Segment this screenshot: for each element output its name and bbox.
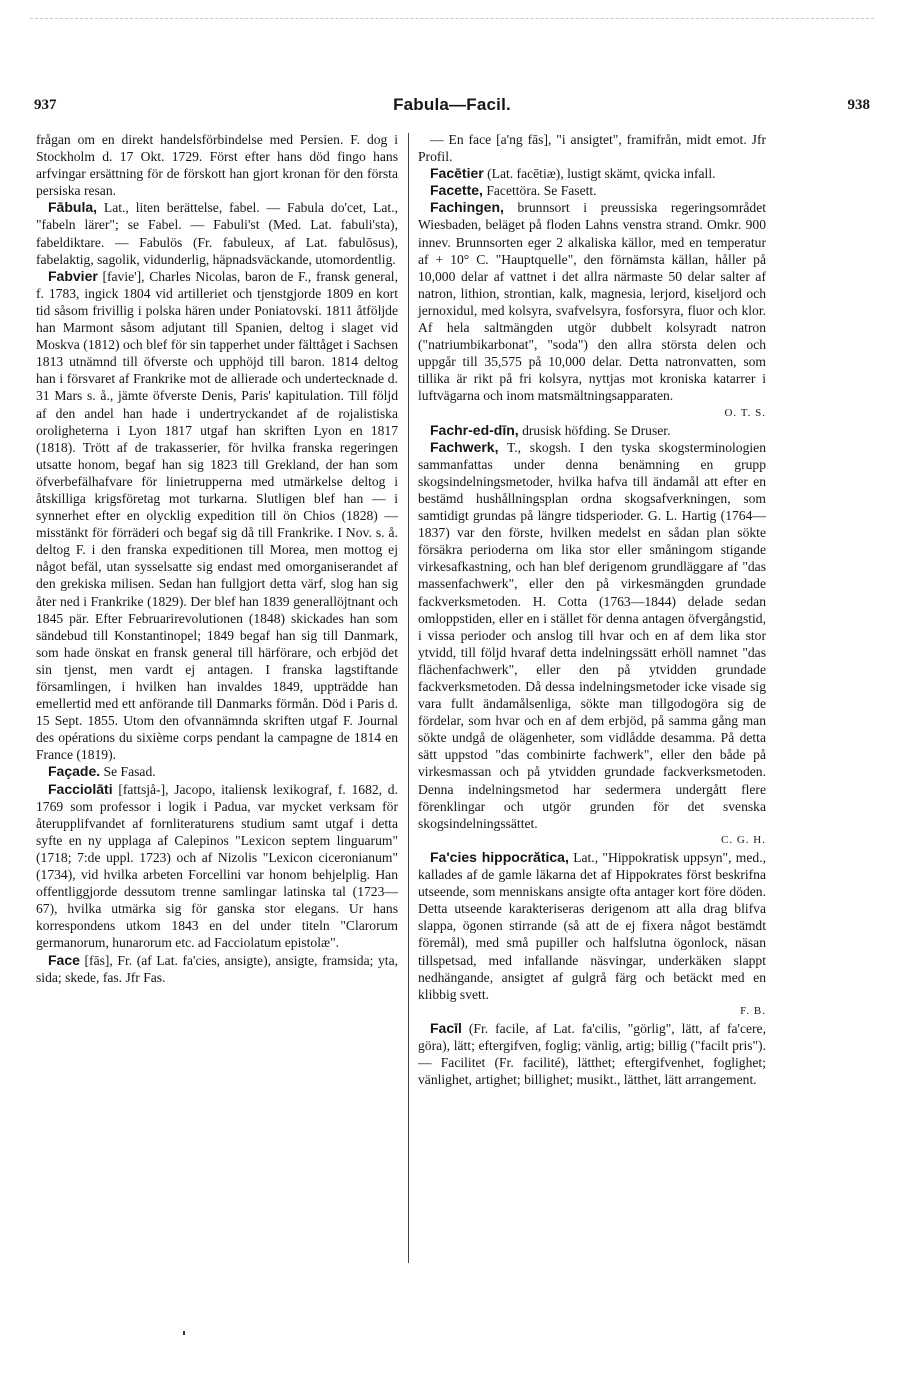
entry-facette bbox=[418, 182, 766, 199]
entry-text: T., skogsh. I den tyska skogsterminologien sammanfattas under denna benämning en grupp skogsindelningsmetoder, hvilka hafva till ändamål att efter en bestämd hushållningsplan ordna skogsafverkningen, som samtidigt grundas på längre tidsperioder. G. L. Hartig (1764—1837) var den förste, hvilken medelst en sådan plan sökte försäkra perioderna om lika stor eller småningom stigande virkesafkastning, och han blef derigenom grundläggare af "das massenfachwerk", eller den på virkesmängden grundade fackverksmetoden. H. Cotta (1763—1844) delade sedan omloppstiden, eller en i stället för denna antagen öfvergångstid, i vissa perioder och anslog till hvar och en af dem lika stor ytvidd, till följd hvaraf detta indelningssätt erhöll namnet "das flächenfachwerk", eller den på ytvidden grundade fackverksmetoden. Då dessa indelningsmetoder icke visade sig vara fullt ändamålsenliga, sökte man tillgodogöra sig de fördelar, som hvar och en af dem erbjöd, på samma gång man sökte undgå de olägenheter, som vidlådde desamma. På detta sätt uppstod "das combinirte fachwerk", eller den både på virkesmassan och på ytvidden grundade fackverksmetoden. Denna indelningsmetod har sedermera undergått flere förenklingar och utgör grunden för det svenska skogsindelningssättet. bbox=[418, 439, 767, 831]
entry-text: (Fr. facile, af Lat. fa'cilis, "görlig", lätt, af fa'cere, göra), lätt; eftergifven, foglig; vänlig, artig; billig ("facilt pris"). — Facilitet (Fr. facilité), lätthet; eftergifvenhet, foglighet; vänlighet, artighet; billighet; musikt., lätthet, lätt arrangement. bbox=[418, 1020, 766, 1088]
entry-fabvier bbox=[36, 268, 398, 764]
entry-text: [fattsjå-], Jacopo, italiensk lexikograf, f. 1682, d. 1769 som professor i logik i Padua, var mycket verksam för återupplifvandet af fornliteraturens studium samt utgaf i detta syfte en ny upplaga af Calepinos "Lexicon septem linguarum" (1718; 7:de uppl. 1723) och af Nizolis "Lexicon ciceronianum" (1734), vid hvilka arbeten Forcellini var honom behjelplig. Han offentliggjorde dessutom trenne samlingar latinska tal (1723—67), hvilka utmärka sig för ganska stor elegans. Ur hans korrespondens utkom 1843 en del under titeln "Clarorum germanorum, hunarorum etc. ad Facciolatum epistolæ". bbox=[36, 781, 398, 951]
entry-text: Lat., liten berättelse, fabel. — Fabula do'cet, Lat., "fabeln lärer"; se Fabel. — Fabuli'st (Med. Lat. fabuli'sta), fabeldiktare. — Fabulös (Fr. fabuleux, af Lat. fabulōsus), fabelaktig, sagolik, vidunderlig, häpnadsväckande, utomordentlig. bbox=[36, 200, 398, 267]
entry-text: Se Fasad. bbox=[103, 764, 156, 780]
author-signature: F. B. bbox=[740, 1004, 766, 1017]
top-rule bbox=[30, 18, 874, 19]
entry-headword: Face bbox=[48, 951, 80, 968]
entry-headword: Facette, bbox=[430, 182, 483, 199]
entry-headword: Fachingen, bbox=[430, 199, 504, 216]
entry-facade bbox=[36, 763, 398, 780]
entry-headword: Fābula, bbox=[48, 199, 98, 216]
entry-facil bbox=[418, 1020, 766, 1088]
entry-text: brunnsort i preussiska regeringsområdet Wiesbaden, beläget på floden Lahns venstra strand. Omkr. 900 innev. Brunnsorten eger 2 alkaliska källor, med en temperatur af + 10° C. "Hauptquelle", den förnämsta källan, håller på 10,000 delar af vattnet i det allra närmaste 50 delar salter af natron, lithion, strontian, kalk, magnesia, lerjord, kiseljord och jernoxidul, med kolsyra, svafvelsyra, fosforsyra, fluor och klor. Af hela saltmängden utgör dubbelt kolsyradt natron ("natriumbikarbonat", "soda") den allra största delen och uppgår till 35,575 på 10,000 delar. Detta natronvatten, som tillika är rikt på fri kolsyra, nyttjas mot kroniska katarrer i luftvägarna och inom matsmältningsapparaten. bbox=[418, 200, 767, 404]
entry-text: Facettöra. Se Fasett. bbox=[486, 183, 597, 199]
entry-headword: Fachr-ed-dīn, bbox=[430, 421, 519, 438]
entry-facciolati bbox=[36, 781, 398, 952]
entry-facies-hippocratica bbox=[418, 849, 766, 1003]
entry-headword: Fabvier bbox=[48, 267, 98, 284]
right-column bbox=[418, 131, 766, 1088]
entry-continuation bbox=[36, 131, 398, 199]
entry-headword: Fa'cies hippocrătica, bbox=[430, 848, 569, 865]
entry-headword: Facīl bbox=[430, 1019, 462, 1036]
entry-fachr-ed-din bbox=[418, 422, 766, 439]
entry-fabula bbox=[36, 199, 398, 267]
column-divider bbox=[408, 133, 409, 1263]
entry-headword: Facciolāti bbox=[48, 780, 113, 797]
author-signature: O. T. S. bbox=[724, 406, 766, 419]
left-column bbox=[36, 131, 398, 986]
entry-headword: Fachwerk, bbox=[430, 438, 499, 455]
entry-text: — En face [a'ng fās], "i ansigtet", framifrån, midt emot. Jfr Profil. bbox=[418, 132, 766, 165]
entry-en-face bbox=[418, 131, 766, 165]
print-speck bbox=[183, 1331, 185, 1335]
entry-text: frågan om en direkt handelsförbindelse med Persien. F. dog i Stockholm d. 17 Okt. 1729. Först efter hans död fingo hans arfvingar ersättning för de förskott han gjort kronan för den första persiska resan. bbox=[36, 132, 398, 199]
entry-fachwerk bbox=[418, 439, 766, 832]
entry-headword: Facētier bbox=[430, 165, 484, 182]
author-signature: C. G. H. bbox=[721, 833, 766, 846]
left-page-number: 937 bbox=[34, 97, 57, 113]
entry-facetier bbox=[418, 165, 766, 182]
entry-text: (Lat. facētiæ), lustigt skämt, qvicka infall. bbox=[487, 166, 716, 182]
entry-headword: Façade. bbox=[48, 763, 101, 780]
entry-fachingen bbox=[418, 199, 766, 404]
right-page-number: 938 bbox=[847, 97, 870, 113]
running-header: Fabula—Facil. bbox=[393, 95, 511, 114]
entry-face bbox=[36, 952, 398, 986]
entry-text: [fās], Fr. (af Lat. fa'cies, ansigte), ansigte, framsida; yta, sida; skede, fas. Jfr Fas. bbox=[36, 952, 399, 985]
entry-text: drusisk höfding. Se Druser. bbox=[522, 422, 671, 438]
entry-text: Lat., "Hippokratisk uppsyn", med., kallades af de gamle läkarna det af Hippokrates först beskrifna utseende, som menniskans ansigte ofta antager kort före döden. Detta utseende karakteriseras derigenom att alla drag blifva slappa, ögonen stirrande (så att de ej fixera något bestämdt föremål), med små pupiller och halfslutna ögonlock, näsan tillspetsad, med infallande näsvingar, underkäken slappt nedhängande, ansigtet af gulgrå färg och betäckt med en klibbig svett. bbox=[418, 849, 767, 1002]
entry-text: [favie'], Charles Nicolas, baron de F., fransk general, f. 1783, ingick 1804 vid artilleriet och tjenstgjorde 1809 en kort tid såsom frivillig i polska hären under Poniatovski. 1811 åtföljde han Marmont såsom adjutant till Spanien, deltog i slaget vid Moskva (1812) och blef för sin tapperhet under fälttåget i Sachsen 1813 utnämnd till öfverste och upphöjd till baron. 1814 deltog han i försvaret af Frankrike mot de allierade och undertecknade d. 31 Mars s. å., jämte öfverste Denis, Paris' kapitulation. Till följd af den andel han hade i undertryckandet af de rojalistiska oroligheterna i Lyon 1817 utgaf han skriften Lyon en 1817 (1818). Trött af de trakasserier, för hvilka franska regeringen utsatte honom, begaf han sig 1823 till Grekland, der han som öfverbefälhafvare för linietrupperna med utmärkelse deltog i åtskilliga krigsföretag mot turkarna. Slutligen blef han — i synnerhet efter en olycklig expedition till ön Chios (1828) — misstänkt för förräderi och begaf sig då till Frankrike. I Nov. s. å. deltog F. i den franska expeditionen till Morea, men mottog ej något befäl, utan sysselsatte sig endast med omorganiserandet af den grekiska milisen. Sedan han fullgjort detta värf, slog han sig åter ned i Frankrike (1829). Der blef han 1839 generallöjtnant och 1845 pär. Efter Februarirevolutionen (1848) skickades han som sändebud till Konstantinopel; 1849 begaf han sig till Danmark, som hade önskat en fransk general till härförare, och erbjöd det sin tjenst, men vardt ej antagen. I franska lagstiftande församlingen, i hvilken han invaldes 1849, uppträdde han emellertid med ett anförande till Danmarks förmån. Död i Paris d. 15 Sept. 1855. Utom den ofvannämnda skriften utgaf F. Journal des opérations du sixième corps pendant la campagne de 1814 en France (1819). bbox=[36, 268, 398, 763]
